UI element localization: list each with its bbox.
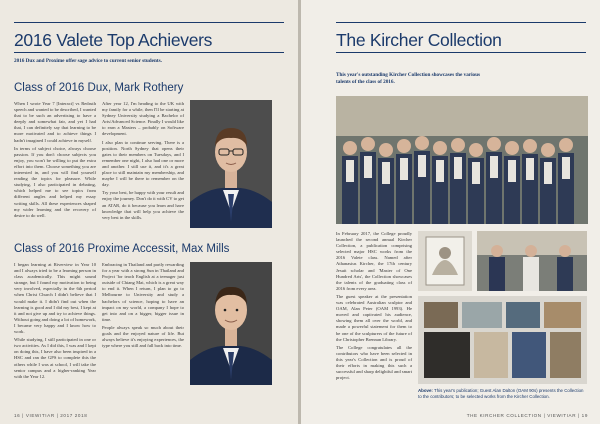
dux-paragraph: After year 12, I'm heading to the UK with my family for a while, then I'll be starting at Sydney University studying a Bachelor of Arts/Advanced Science. Finally I would like to earn a Masters – probably on Software development. bbox=[102, 101, 184, 137]
title-rule bbox=[14, 22, 284, 23]
left-page bbox=[0, 0, 298, 424]
caption-lead: Above: bbox=[418, 388, 433, 393]
dux-paragraph: In terms of subject choice, always choose passion. If you don't choose subjects you enjoy, you won't be willing to put the extra effort into them. Choose something you are interested in, and you will find yourself reading the topics for pleasure. While studying, I also participated in debating, which helped me to see topics from different angles and helped my essay writing skills. All these experiences shaped my wider learning and the recovery of desire to do well. bbox=[14, 145, 96, 218]
proxime-paragraph: People always speak so much about their goals and the enjoyed nature of life. But always believe it's enjoying experiences, the type where you still and fall back into time. bbox=[102, 324, 184, 349]
proxime-paragraph: Embracing in Thailand and partly rewarding for a year with a strong Sun in Thailand and Project 'for teach English at a teenager just outside of Chiang Mai, which is a great way to end it. When I return, I plan to go to Melbourne to University and study a bachelors of science, hoping to have an impact on my world, a company I hope to get into and on a bigger, bigger issue in time. bbox=[102, 262, 184, 322]
kircher-paragraph: The guest speaker at the presentation was celebrated Australian sculptor and OAM, Alan Peter (OAM 1993). He moved and captivated his audience, showing them all over the world, and made a powerful statement for them to be one of the sculpturers of the future of the Christopher Brennan Library. bbox=[336, 293, 412, 342]
publication-cover-image bbox=[418, 231, 472, 291]
dux-portrait-illustration bbox=[190, 100, 272, 228]
photo-caption bbox=[418, 388, 588, 399]
right-page-footer: THE KIRCHER COLLECTION | VIEWITIAR | 19 bbox=[466, 413, 588, 418]
artworks-gallery-photo bbox=[418, 296, 587, 384]
proxime-portrait-photo bbox=[190, 262, 272, 385]
dux-column-1 bbox=[14, 101, 96, 221]
title-rule bbox=[336, 22, 586, 23]
publication-cover-illustration bbox=[418, 231, 472, 291]
kircher-paragraph: In February 2017, the College proudly launched the second annual Kircher Collection, a publication comprising selected major HSC works from the 2016 Valete class. Named after Athanasius Kircher, the 17th century Jesuit scholar and 'Master of One Hundred Arts', the Collection showcases the talents of the graduating class of 2016 from every area. bbox=[336, 231, 412, 291]
proxime-column-1 bbox=[14, 262, 96, 382]
title-rule-bottom bbox=[14, 52, 284, 53]
kircher-body-text bbox=[336, 231, 412, 383]
page-subtitle: 2016 Dux and Proxime offer sage advice to current senior students. bbox=[14, 58, 162, 64]
dux-paragraph: Try your best, be happy with your result and enjoy the journey. Don't do it with CV to get an ATAR, do it because you learn and have knowledge that will help you achieve the very best in the skills. bbox=[102, 190, 184, 220]
dux-paragraph: I also plan to continue serving. There is a position. North Sydney that opens their gates to their members on Tuesdays, and I remember one night, I also had one or more and another. I still use it, and it's a great place to still maintain my membership, and maybe I will be there to remember on the day. bbox=[102, 139, 184, 188]
proxime-paragraph: While studying, I still participated in one or two activities. As I did this, I was and I kept on doing this, I have also been inspired in a HSC and ran the GPS to complete this the others while I was at school, I will take the senior campus and a higher-ranking Year with the Year 12. bbox=[14, 337, 96, 379]
caption-text: This year's publication; Guest Alan Dalton (OAM 90s) presents the Collection to the contributors; to be selected works from the Kircher Collection. bbox=[418, 388, 584, 399]
proxime-portrait-illustration bbox=[190, 262, 272, 385]
section-heading-proxime: Class of 2016 Proxime Accessit, Max Mills bbox=[14, 243, 230, 255]
dux-portrait-photo bbox=[190, 100, 272, 228]
proxime-paragraph: I began learning at Riverview in Year 10 and I always tried to be a learning person in class academically. This might sound strange, but I found my motivation to being very involved, especially in the 6th period when Christ Church I didn't believe that I would make it. I didn't find out when the learning is good and I did my best, I kept at it and not give up and try to achieve things. Without going and doing a lot of homework, I became very happy and I know how to work. bbox=[14, 262, 96, 335]
dux-paragraph: When I wrote Year 7 [Interact] vs Redruth speech and wanted to be described, I wanted that to be such an advertising to have a deeply and somewhat fair, and yet I had that, I can definitely say that learning to be more motivated and to achieve things I hadn't imagined I could achieve in myself. bbox=[14, 101, 96, 143]
group-photo bbox=[336, 96, 588, 224]
left-page-footer: 16 | VIEWITIAR | 2017 2018 bbox=[14, 413, 88, 418]
page-title: The Kircher Collection bbox=[336, 30, 502, 50]
presentation-photo bbox=[477, 231, 587, 291]
proxime-column-2 bbox=[102, 262, 184, 351]
presentation-photo-illustration bbox=[477, 231, 587, 291]
dux-column-2 bbox=[102, 101, 184, 223]
page-title: 2016 Valete Top Achievers bbox=[14, 30, 213, 50]
artworks-gallery-illustration bbox=[418, 296, 587, 384]
page-subtitle: This year's outstanding Kircher Collection showcases the various talents of the class of 2016. bbox=[336, 72, 481, 85]
right-page bbox=[301, 0, 600, 424]
title-rule-bottom bbox=[336, 52, 586, 53]
kircher-paragraph: The College congratulates all the contributors who have been selected in this year's Collection and is proud of their efforts in making this such a successful and sharp delightful and smart project. bbox=[336, 344, 412, 381]
group-photo-illustration bbox=[336, 96, 588, 224]
section-heading-dux: Class of 2016 Dux, Mark Rothery bbox=[14, 82, 184, 94]
